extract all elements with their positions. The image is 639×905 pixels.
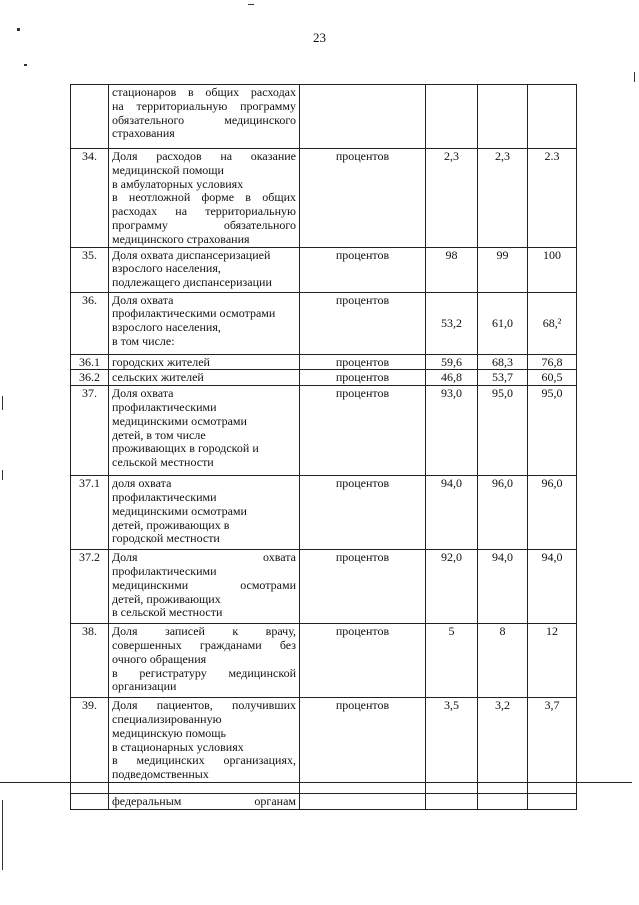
unit-cell: процентов xyxy=(300,247,426,292)
value-year-2: 53,7 xyxy=(478,370,528,386)
description-line: Доля охвата xyxy=(112,550,296,565)
value-year-1 xyxy=(426,85,478,149)
description-line: в неотложной форме в общих xyxy=(112,190,296,205)
description-line: очного обращения xyxy=(112,651,207,666)
description-line: страхования xyxy=(112,126,175,141)
scan-mark xyxy=(248,4,254,5)
description-line: проживающих в городской и xyxy=(112,441,259,456)
indicator-description xyxy=(109,354,300,370)
description-line: детей, в том числе xyxy=(112,427,206,442)
description-line: в сельской местности xyxy=(112,605,223,620)
row-number: 39. xyxy=(71,698,109,794)
value-year-1: 59,6 xyxy=(426,354,478,370)
unit-cell: процентов xyxy=(300,698,426,794)
row-number: 34. xyxy=(71,149,109,248)
description-line: сельских жителей xyxy=(112,370,204,385)
description-line: Доля записей к врачу, xyxy=(112,624,296,639)
description-line: профилактическими xyxy=(112,489,217,504)
description-line: взрослого населения, xyxy=(112,320,221,335)
description-line: в том числе: xyxy=(112,333,175,348)
unit-cell xyxy=(300,85,426,149)
value-year-3: 76,8 xyxy=(528,354,577,370)
value-year-1: 46,8 xyxy=(426,370,478,386)
value-year-2: 68,3 xyxy=(478,354,528,370)
description-line: специализированную xyxy=(112,711,222,726)
indicator-description xyxy=(109,370,300,386)
description-line: медицинской помощи xyxy=(112,162,224,177)
value-year-1: 93,0 xyxy=(426,386,478,476)
unit-cell: процентов xyxy=(300,476,426,550)
row-number: 36. xyxy=(71,292,109,354)
indicator-description xyxy=(109,85,300,149)
value-year-1: 5 xyxy=(426,624,478,698)
description-line: обязательного медицинского xyxy=(112,112,296,127)
description-line: медицинскую помощь xyxy=(112,725,227,740)
unit-cell: процентов xyxy=(300,550,426,624)
description-line: медицинского страхования xyxy=(112,231,250,246)
value-year-2: 2,3 xyxy=(478,149,528,248)
value-year-3: 68,² xyxy=(528,292,577,354)
scan-mark xyxy=(2,470,3,480)
description-line: подлежащего диспансеризации xyxy=(112,275,272,290)
table-row xyxy=(71,550,577,624)
value-year-1: 53,2 xyxy=(426,292,478,354)
description-line: программу обязательного xyxy=(112,217,296,232)
value-year-3: 2.3 xyxy=(528,149,577,248)
description-line: медицинскими осмотрами xyxy=(112,577,296,592)
value-year-1: 98 xyxy=(426,247,478,292)
scan-mark xyxy=(2,800,3,870)
indicator-description xyxy=(109,794,300,810)
row-number: 35. xyxy=(71,247,109,292)
value-year-2: 8 xyxy=(478,624,528,698)
row-number: 36.2 xyxy=(71,370,109,386)
table-row xyxy=(71,149,577,248)
description-line: в стационарных условиях xyxy=(112,739,244,754)
value-year-1: 2,3 xyxy=(426,149,478,248)
description-line: Доля охвата xyxy=(112,386,174,401)
value-year-1: 94,0 xyxy=(426,476,478,550)
value-year-1: 3,5 xyxy=(426,698,478,794)
row-number xyxy=(71,794,109,810)
scan-edge-line xyxy=(0,782,632,783)
value-year-2 xyxy=(478,85,528,149)
description-line: Доля расходов на оказание xyxy=(112,149,296,163)
description-line: городской местности xyxy=(112,531,220,546)
value-year-2 xyxy=(478,794,528,810)
unit-cell: процентов xyxy=(300,386,426,476)
indicator-description xyxy=(109,476,300,550)
unit-cell: процентов xyxy=(300,149,426,248)
description-line: городских жителей xyxy=(112,354,210,369)
row-number: 38. xyxy=(71,624,109,698)
description-line: детей, проживающих в xyxy=(112,517,230,532)
description-line: в медицинских организациях, xyxy=(112,753,296,768)
description-line: медицинскими осмотрами xyxy=(112,413,247,428)
scan-mark xyxy=(17,28,20,31)
value-year-2: 94,0 xyxy=(478,550,528,624)
page-number: 23 xyxy=(313,30,326,45)
scan-mark xyxy=(2,396,3,410)
description-line: медицинскими осмотрами xyxy=(112,503,247,518)
indicators-table xyxy=(70,84,577,810)
row-number xyxy=(71,85,109,149)
value-year-3: 12 xyxy=(528,624,577,698)
value-year-2: 3,2 xyxy=(478,698,528,794)
description-line: организации xyxy=(112,679,177,694)
value-year-3: 60,5 xyxy=(528,370,577,386)
value-year-3: 100 xyxy=(528,247,577,292)
table-row xyxy=(71,370,577,386)
table-row xyxy=(71,85,577,149)
value-year-2: 61,0 xyxy=(478,292,528,354)
table-row xyxy=(71,292,577,354)
description-line: в регистратуру медицинской xyxy=(112,665,296,680)
indicator-description xyxy=(109,698,300,794)
description-line: федеральным органам xyxy=(112,794,296,809)
description-line: Доля охвата xyxy=(112,292,174,307)
value-year-1: 92,0 xyxy=(426,550,478,624)
table-row xyxy=(71,476,577,550)
description-line: в амбулаторных условиях xyxy=(112,176,244,191)
description-line: сельской местности xyxy=(112,455,214,470)
description-line: взрослого населения, xyxy=(112,261,221,276)
unit-cell: процентов xyxy=(300,624,426,698)
table-row xyxy=(71,354,577,370)
table-row xyxy=(71,794,577,810)
row-number: 37. xyxy=(71,386,109,476)
row-number: 36.1 xyxy=(71,354,109,370)
row-number: 37.1 xyxy=(71,476,109,550)
description-line: расходах на территориальную xyxy=(112,204,296,219)
description-line: профилактическими xyxy=(112,399,217,414)
table-row xyxy=(71,698,577,794)
description-line: детей, проживающих xyxy=(112,591,221,606)
unit-cell xyxy=(300,794,426,810)
indicator-description xyxy=(109,550,300,624)
table-row xyxy=(71,386,577,476)
unit-cell: процентов xyxy=(300,354,426,370)
scan-mark xyxy=(634,72,635,82)
description-line: на территориальную программу xyxy=(112,98,296,113)
indicator-description xyxy=(109,247,300,292)
description-line: Доля пациентов, получивших xyxy=(112,698,296,713)
value-year-3: 95,0 xyxy=(528,386,577,476)
table-row xyxy=(71,247,577,292)
table-row xyxy=(71,624,577,698)
row-number: 37.2 xyxy=(71,550,109,624)
description-line: Доля охвата диспансеризацией xyxy=(112,247,271,262)
description-line: стационаров в общих расходах xyxy=(112,85,296,99)
value-year-2: 96,0 xyxy=(478,476,528,550)
value-year-3: 94,0 xyxy=(528,550,577,624)
value-year-3 xyxy=(528,794,577,810)
indicator-description xyxy=(109,386,300,476)
description-line: совершенных гражданами без xyxy=(112,637,296,652)
description-line: профилактическими xyxy=(112,563,217,578)
scan-mark xyxy=(24,64,27,66)
unit-cell: процентов xyxy=(300,292,426,354)
value-year-3: 3,7 xyxy=(528,698,577,794)
unit-cell: процентов xyxy=(300,370,426,386)
value-year-2: 95,0 xyxy=(478,386,528,476)
value-year-1 xyxy=(426,794,478,810)
indicator-description xyxy=(109,292,300,354)
value-year-3: 96,0 xyxy=(528,476,577,550)
description-line: доля охвата xyxy=(112,476,172,491)
description-line: профилактическими осмотрами xyxy=(112,306,276,321)
indicator-description xyxy=(109,149,300,248)
indicator-description xyxy=(109,624,300,698)
value-year-3 xyxy=(528,85,577,149)
value-year-2: 99 xyxy=(478,247,528,292)
description-line: подведомственных xyxy=(112,767,209,782)
